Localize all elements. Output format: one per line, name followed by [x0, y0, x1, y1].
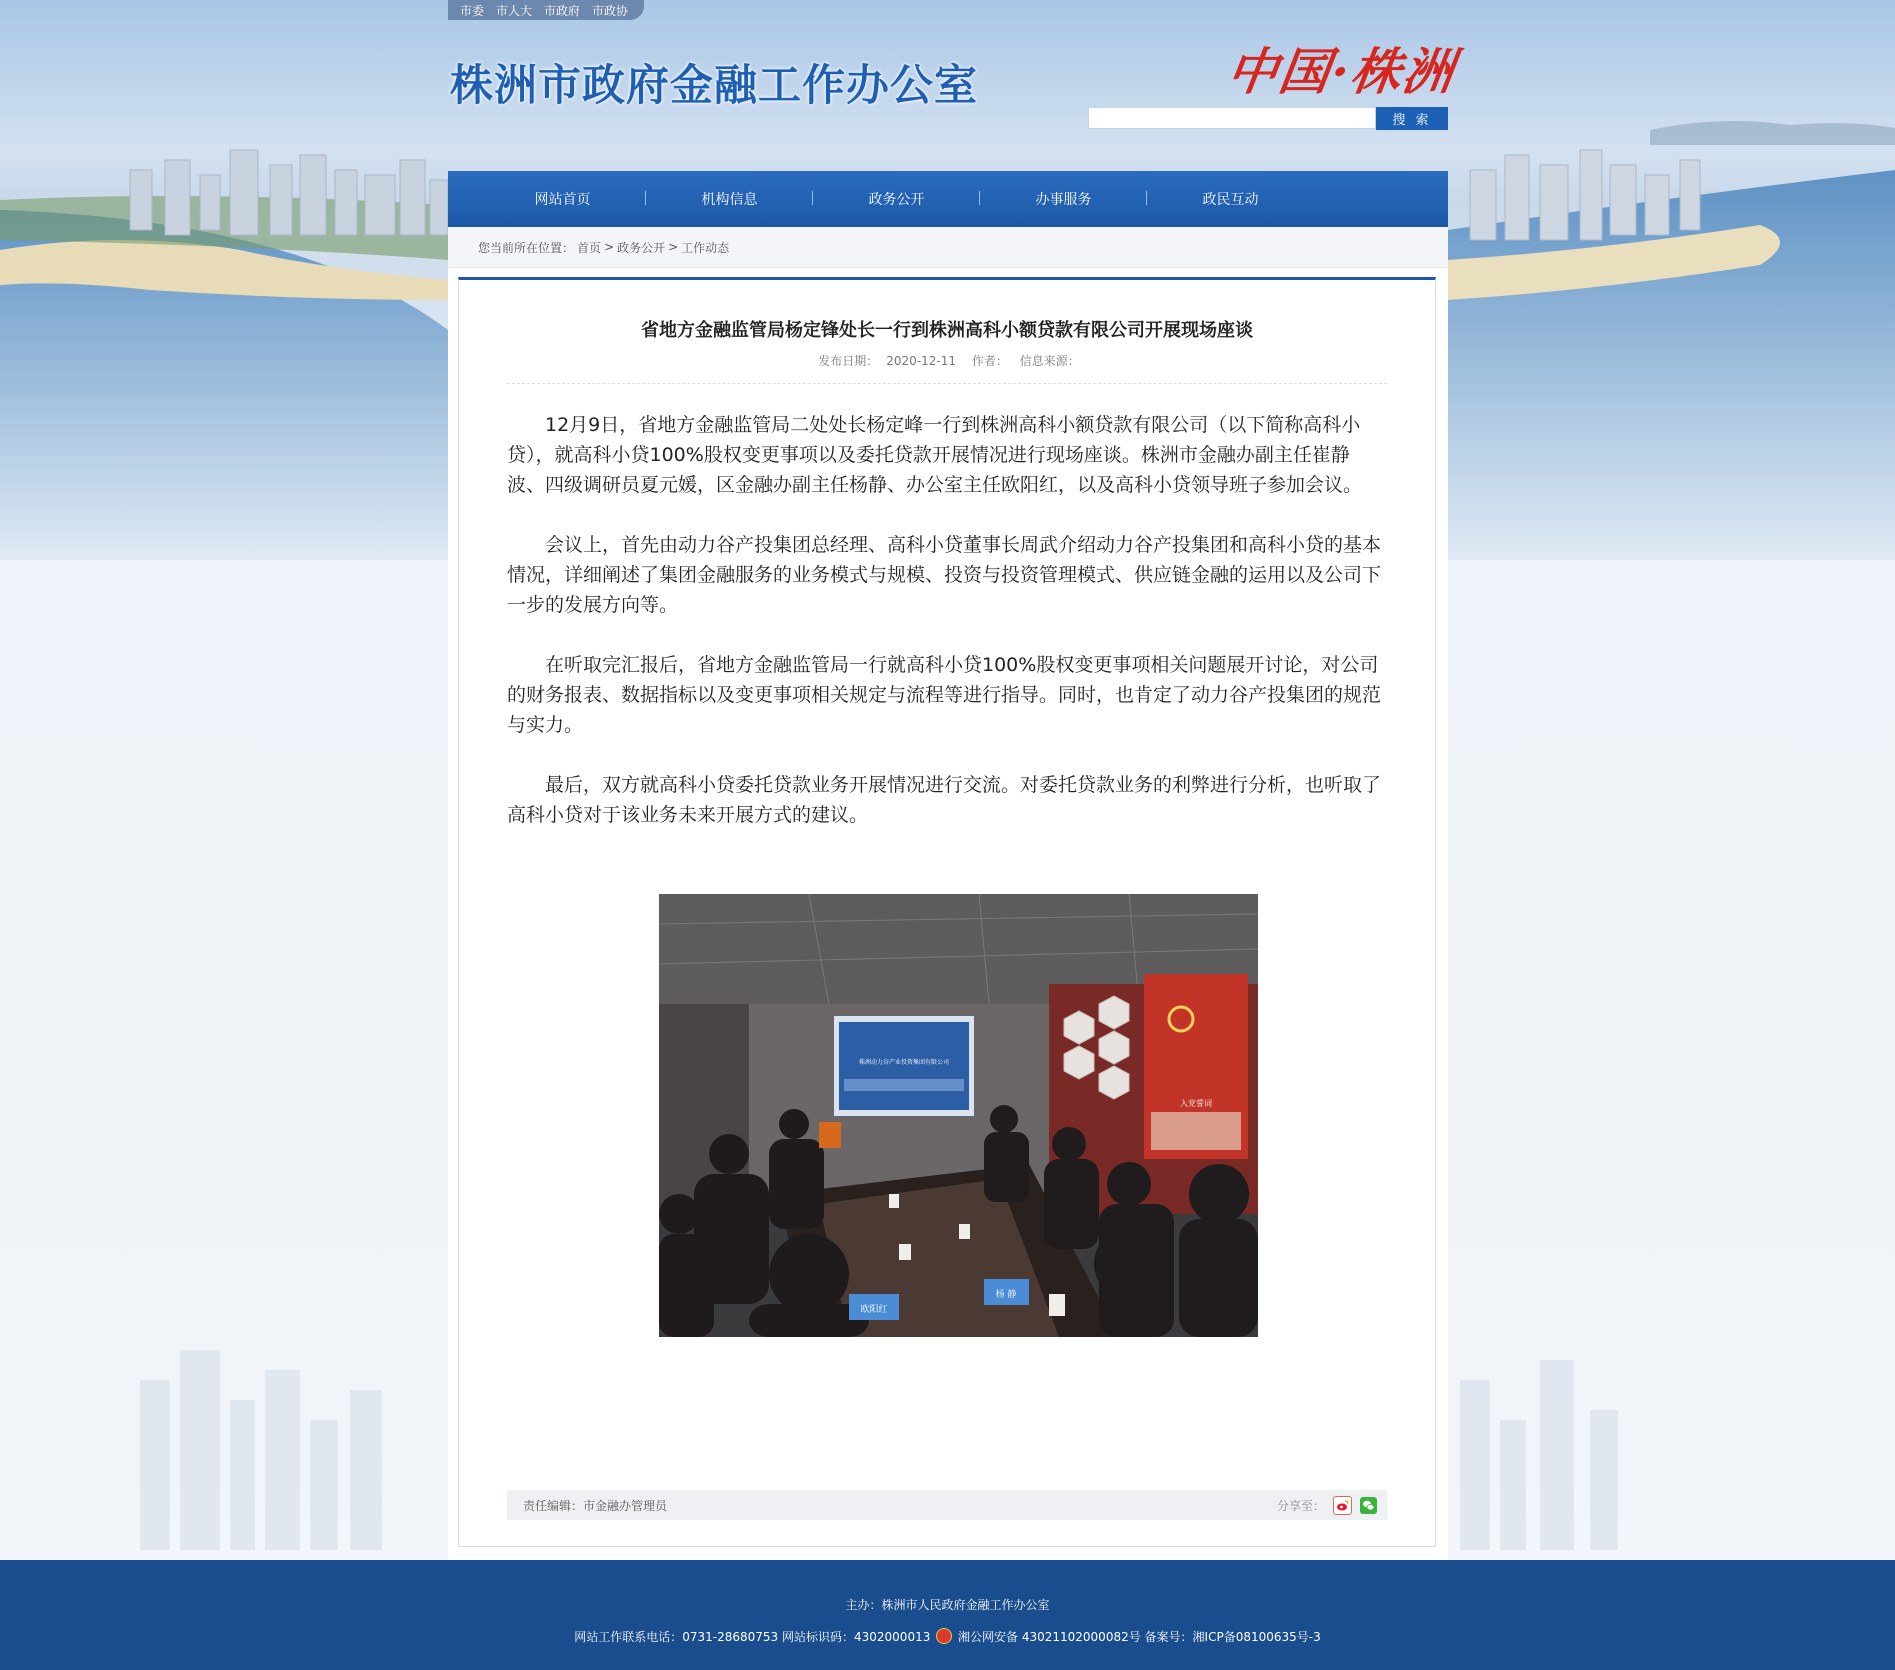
- breadcrumb-home[interactable]: 首页: [577, 240, 602, 255]
- breadcrumb: [448, 227, 1448, 268]
- main-panel: [448, 227, 1448, 1560]
- publish-date-label: 发布日期：: [818, 354, 879, 368]
- top-link-cppcc[interactable]: 市政协: [592, 3, 629, 18]
- main-nav: [448, 171, 1448, 227]
- meeting-photo: [659, 894, 1258, 1337]
- police-badge-icon: [936, 1628, 952, 1644]
- footer-icp[interactable]: 备案号：湘ICP备08100635号-3: [1144, 1630, 1321, 1644]
- top-link-peoples-congress[interactable]: 市人大: [496, 3, 533, 18]
- share-label: 分享至：: [1276, 1498, 1325, 1513]
- article-footer-bar: [507, 1490, 1387, 1520]
- article-container: [458, 277, 1436, 1547]
- top-link-party-committee[interactable]: 市委: [460, 3, 485, 18]
- breadcrumb-separator: >: [668, 240, 679, 254]
- nav-item-organization[interactable]: 机构信息: [646, 189, 813, 209]
- nav-item-interaction[interactable]: 政民互动: [1147, 189, 1314, 209]
- photo-nameplate-2: 杨 静: [995, 1290, 1017, 1300]
- editor-credit: 责任编辑：市金融办管理员: [523, 1498, 668, 1513]
- footer-police-record[interactable]: 湘公网安备 43021102000082号: [958, 1630, 1141, 1644]
- footer-info-line: [0, 1628, 1895, 1645]
- footer-contact: 网站工作联系电话：0731-28680753 网站标识码：4302000013: [574, 1630, 931, 1644]
- author-label: 作者：: [971, 354, 1008, 368]
- breadcrumb-separator: >: [604, 240, 615, 254]
- nav-item-services[interactable]: 办事服务: [980, 189, 1147, 209]
- search-button[interactable]: 搜 索: [1376, 107, 1448, 130]
- source-label: 信息来源：: [1019, 354, 1080, 368]
- article-paragraph: 12月9日，省地方金融监管局二处处长杨定峰一行到株洲高科小额贷款有限公司（以下简称高科小贷），就高科小贷100%股权变更事项以及委托贷款开展情况进行现场座谈。株洲市金融办副主任崔静波、四级调研员夏元媛，区金融办副主任杨静、办公室主任欧阳红，以及高科小贷领导班子参加会议。: [507, 414, 1363, 496]
- photo-banner-text: 入党誓词: [1180, 1099, 1212, 1108]
- site-title: 株洲市政府金融工作办公室: [450, 61, 978, 111]
- search-input[interactable]: [1088, 107, 1376, 129]
- share-area: [1277, 1496, 1377, 1515]
- top-links-bar: [448, 0, 644, 20]
- nav-item-home[interactable]: 网站首页: [534, 192, 591, 208]
- article-paragraph: 会议上，首先由动力谷产投集团总经理、高科小贷董事长周武介绍动力谷产投集团和高科小贷的基本情况，详细阐述了集团金融服务的业务模式与规模、投资与投资管理模式、供应链金融的运用以及公司下一步的发展方向等。: [507, 534, 1382, 616]
- photo-screen-text: 株洲动力谷产业投资集团有限公司: [858, 1059, 950, 1066]
- article-meta: [459, 352, 1435, 369]
- photo-nameplate-1: 欧阳红: [860, 1305, 888, 1315]
- site-footer: [0, 1560, 1895, 1670]
- weibo-share-icon[interactable]: [1333, 1496, 1352, 1515]
- article-paragraph: 最后，双方就高科小贷委托贷款业务开展情况进行交流。对委托贷款业务的利弊进行分析，也听取了高科小贷对于该业务未来开展方式的建议。: [507, 774, 1382, 826]
- calligraphy-logo: 中国·株洲: [1223, 42, 1460, 101]
- breadcrumb-prefix: 您当前所在位置：: [478, 240, 575, 255]
- article-paragraph: 在听取完汇报后，省地方金融监管局一行就高科小贷100%股权变更事项相关问题展开讨论，对公司的财务报表、数据指标以及变更事项相关规定与流程等进行指导。同时，也肯定了动力谷产投集团的规范与实力。: [507, 654, 1382, 736]
- breadcrumb-work-news[interactable]: 工作动态: [681, 240, 730, 255]
- wechat-share-icon[interactable]: [1360, 1497, 1377, 1514]
- top-link-government[interactable]: 市政府: [544, 3, 581, 18]
- nav-item-government-affairs[interactable]: 政务公开: [813, 189, 980, 209]
- article-body: [507, 410, 1387, 860]
- footer-host: 主办：株洲市人民政府金融工作办公室: [845, 1598, 1050, 1612]
- breadcrumb-government-affairs[interactable]: 政务公开: [617, 240, 666, 255]
- publish-date: 2020-12-11: [886, 354, 957, 368]
- article-title: 省地方金融监管局杨定锋处长一行到株洲高科小额贷款有限公司开展现场座谈: [641, 320, 1253, 341]
- title-divider: [507, 383, 1387, 384]
